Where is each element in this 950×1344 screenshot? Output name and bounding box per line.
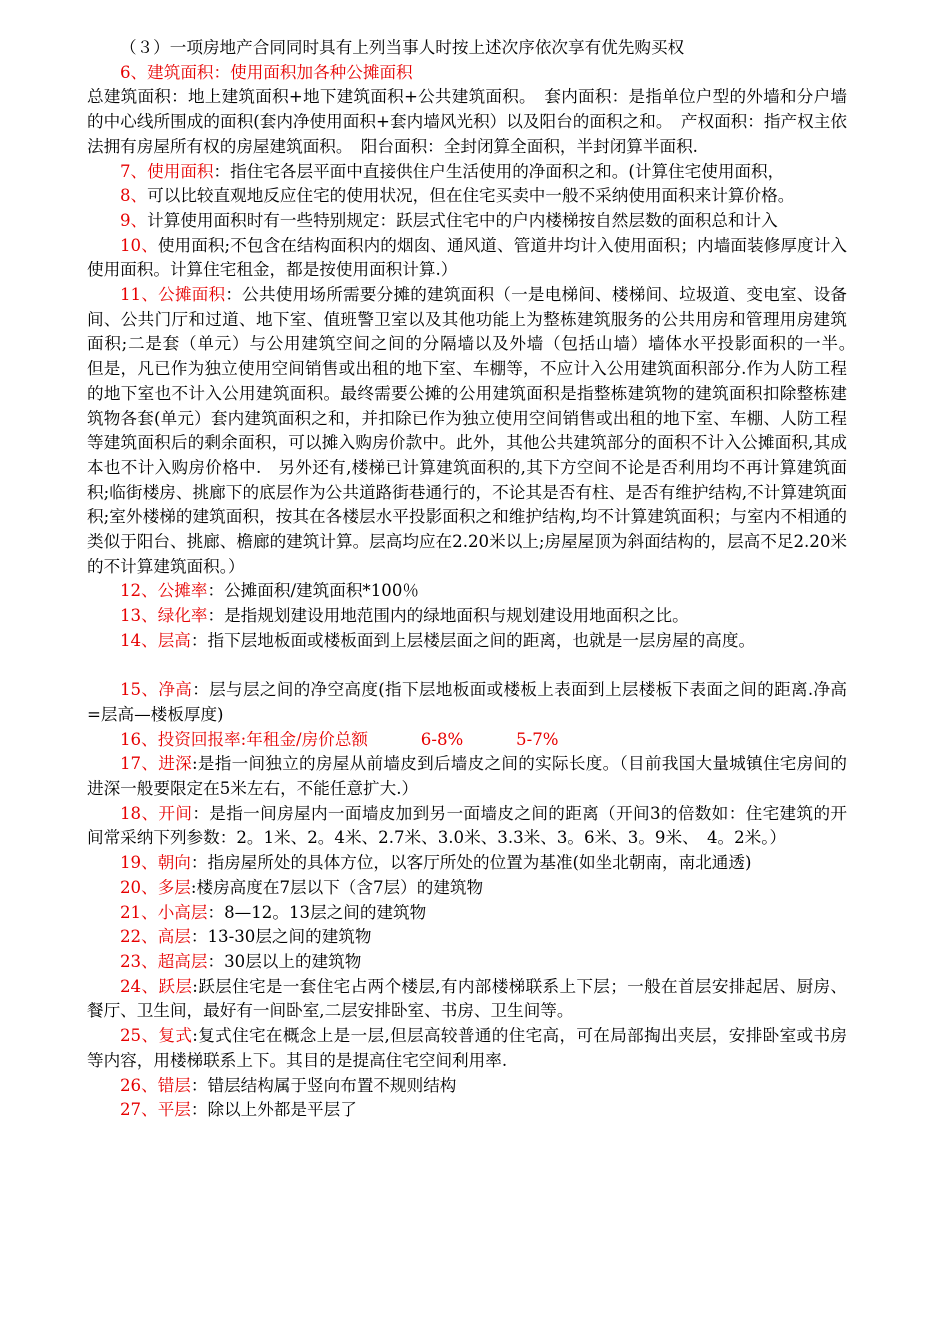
item-term: 进深 (158, 754, 192, 774)
item-24-duplex (87, 975, 847, 1024)
item-19-orientation (87, 851, 847, 876)
paragraph-area-definitions (87, 85, 847, 159)
item-number: 7、 (120, 161, 148, 181)
item-body: ：13-30层之间的建筑物 (190, 927, 372, 947)
item-term: 高层 (157, 927, 191, 947)
item-body: ：30层以上的建筑物 (207, 952, 362, 971)
item-term: 多层 (157, 877, 191, 897)
item-body: ：是指规划建设用地范围内的绿地面积与规划建设用地面积之比。 (207, 606, 689, 626)
item-27-flat (87, 1098, 847, 1123)
item-9 (87, 209, 847, 234)
item-term: 净高 (158, 680, 193, 700)
item-number: 8、 (120, 186, 148, 206)
item-10 (87, 234, 847, 283)
document-page (87, 36, 864, 1123)
item-25-loft (87, 1024, 847, 1073)
item-body: :跃层住宅是一套住宅占两个楼层,有内部楼梯联系上下层；一般在首层安排起居、厨房、餐厅、卫生间，最好有一间卧室,二层安排卧室、书房、卫生间等。 (87, 976, 847, 1021)
item-number: 11、 (120, 285, 159, 305)
item-number: 13、 (120, 606, 158, 626)
return-range-2: 5-7% (516, 729, 559, 749)
item-term: 复式 (158, 1026, 193, 1046)
item-number: 27、 (120, 1100, 158, 1120)
item-11-shared-area (87, 283, 864, 579)
item-body: ：公共使用场所需要分摊的建筑面积（一是电梯间、楼梯间、垃圾道、变电室、设备间、公共门厅和过道、地下室、值班警卫室以及其他功能上为整栋建筑服务的公共用房和管理用房建筑面积;二是套（单元）与公用建筑空间之间的分隔墙以及外墙（包括山墙）墙体水平投影面积的一半。 但是，凡已作为独立使用空间销售或出租的地下室、车棚等，不应计入公用建筑面积部分.作为人防工程的地下室也不计入公用建筑面积。最终需要公摊的公用建筑面积是指整栋建筑物的建筑面积扣除整栋建筑物各套(单元）套内建筑面积之和，并扣除已作为独立使用空间销售或出租的地下室、车棚、人防工程等建筑面积后的剩余面积，可以摊入购房价款中。此外，其他公共建筑部分的面积不计入公摊面积,其成本也不计入购房价格中. 另外还有,楼梯已计算建筑面积的,其下方空间不论是否利用均不再计算建筑面积;临街楼房、挑廊下的底层作为公共道路街巷通行的，不论其是否有柱、是否有维护结构,不计算建筑面积;室外楼梯的建筑面积，按其在各楼层水平投影面积之和维护结构,均不计算建筑面积；与室内不相通的类似于阳台、挑廊、檐廊的建筑计算。层高均应在2.20米以上;房屋屋顶为斜面结构的，层高不足2.20米的不计算建筑面积。） (87, 285, 864, 576)
paragraph-text: 总建筑面积：地上建筑面积+地下建筑面积+公共建筑面积。 套内面积：是指单位户型的外墙和分户墙的中心线所围成的面积(套内净使用面积+套内墙风光积）以及阳台的面积之和。 产权面积：指产权主依法拥有房屋所有权的房屋建筑面积。 阳台面积：全封闭算全面积，半封闭算半面积. (87, 87, 847, 156)
item-body: ：指住宅各层平面中直接供住户生活使用的净面积之和。(计算住宅使用面积， (213, 161, 785, 181)
item-26-split-level (87, 1074, 847, 1099)
item-number: 9、 (120, 210, 148, 230)
item-number: 18、 (120, 803, 159, 823)
item-number: 22、 (120, 927, 158, 947)
item-term: 小高层 (157, 902, 208, 922)
item-term: 超高层 (157, 952, 208, 971)
item-term: 错层 (157, 1075, 191, 1095)
item-number: 14、 (120, 630, 158, 650)
paragraph-text: （３）一项房地产合同同时具有上列当事人时按上述次序依次享有优先购买权 (120, 38, 685, 57)
item-body: ：公摊面积/建筑面积*100％ (207, 581, 419, 601)
item-16-investment-return (87, 728, 847, 753)
item-number: 10、 (120, 235, 158, 255)
item-21-mid-rise (87, 901, 847, 926)
return-range-1: 6-8% (420, 729, 464, 749)
item-term: 公摊率 (157, 581, 208, 601)
item-number: 15、 (120, 680, 159, 700)
item-term: 平层 (157, 1100, 191, 1120)
item-18-bay-width (87, 802, 847, 851)
item-15-clear-height (87, 678, 847, 727)
item-17-depth (87, 752, 847, 801)
item-12-shared-ratio (87, 579, 847, 604)
item-8 (87, 184, 847, 209)
item-body: ：指房屋所处的具体方位，以客厅所处的位置为基准(如坐北朝南，南北通透) (190, 853, 752, 873)
item-term: 开间 (158, 803, 193, 823)
item-number: 23、 (120, 952, 158, 971)
item-20-multi-storey (87, 876, 847, 901)
item-number: 19、 (120, 853, 158, 873)
item-term: 建筑面积：使用面积加各种公摊面积 (147, 62, 413, 82)
item-number: 6、 (120, 62, 148, 82)
item-13-green-ratio (87, 604, 847, 629)
paragraph-priority-rights (87, 36, 847, 61)
item-number: 25、 (120, 1026, 159, 1046)
item-number: 26、 (120, 1075, 158, 1095)
item-body: ：层与层之间的净空高度(指下层地板面或楼板上表面到上层楼板下表面之间的距离.净高=层高—楼板厚度) (87, 680, 848, 724)
item-number: 16、 (120, 729, 158, 749)
item-term: 公摊面积 (158, 285, 226, 305)
item-number: 17、 (120, 754, 159, 774)
item-body: :楼房高度在7层以下（含7层）的建筑物 (190, 877, 484, 897)
item-body: :是指一间独立的房屋从前墙皮到后墙皮之间的实际长度。（目前我国大量城镇住宅房间的进深一般要限定在5米左右，不能任意扩大.） (87, 754, 847, 799)
item-6-building-area (87, 61, 847, 86)
item-number: 24、 (120, 976, 159, 996)
item-23-super-high-rise (87, 950, 847, 975)
item-22-high-rise (87, 925, 847, 950)
item-body: ：8—12。13层之间的建筑物 (207, 902, 427, 922)
item-body: ：除以上外都是平层了 (190, 1100, 357, 1120)
item-term: 层高 (157, 630, 191, 650)
item-number: 12、 (120, 581, 158, 601)
item-body: 可以比较直观地反应住宅的使用状况，但在住宅买卖中一般不采纳使用面积来计算价格。 (147, 186, 795, 206)
item-body: ：错层结构属于竖向布置不规则结构 (190, 1075, 457, 1095)
item-term: 朝向 (157, 853, 191, 873)
item-body: ：是指一间房屋内一面墙皮加到另一面墙皮之间的距离（开间3的倍数如：住宅建筑的开间常采纳下列参数：2。1米、2。4米、2.7米、3.0米、3.3米、3。6米、3。9米、 4。2米。） (87, 803, 847, 848)
item-7-usable-area (87, 160, 847, 185)
item-number: 21、 (120, 902, 158, 922)
item-body: 计算使用面积时有一些特别规定：跃层式住宅中的户内楼梯按自然层数的面积总和计入 (147, 210, 778, 230)
blank-line (87, 654, 847, 679)
item-term: 绿化率 (157, 606, 208, 626)
item-term: 跃层 (158, 976, 193, 996)
item-14-floor-height (87, 629, 847, 654)
item-body: ：指下层地板面或楼板面到上层楼层面之间的距离，也就是一层房屋的高度。 (190, 630, 756, 650)
item-number: 20、 (120, 877, 158, 897)
item-body: :复式住宅在概念上是一层,但层高较普通的住宅高，可在局部掏出夹层，安排卧室或书房等内容，用楼梯联系上下。其目的是提高住宅空间利用率. (87, 1026, 847, 1070)
item-term: 投资回报率:年租金/房价总额 (157, 729, 369, 749)
item-body: 使用面积;不包含在结构面积内的烟囱、通风道、管道井均计入使用面积；内墙面装修厚度计入使用面积。计算住宅租金，都是按使用面积计算.） (87, 235, 847, 280)
item-term: 使用面积 (147, 161, 214, 181)
